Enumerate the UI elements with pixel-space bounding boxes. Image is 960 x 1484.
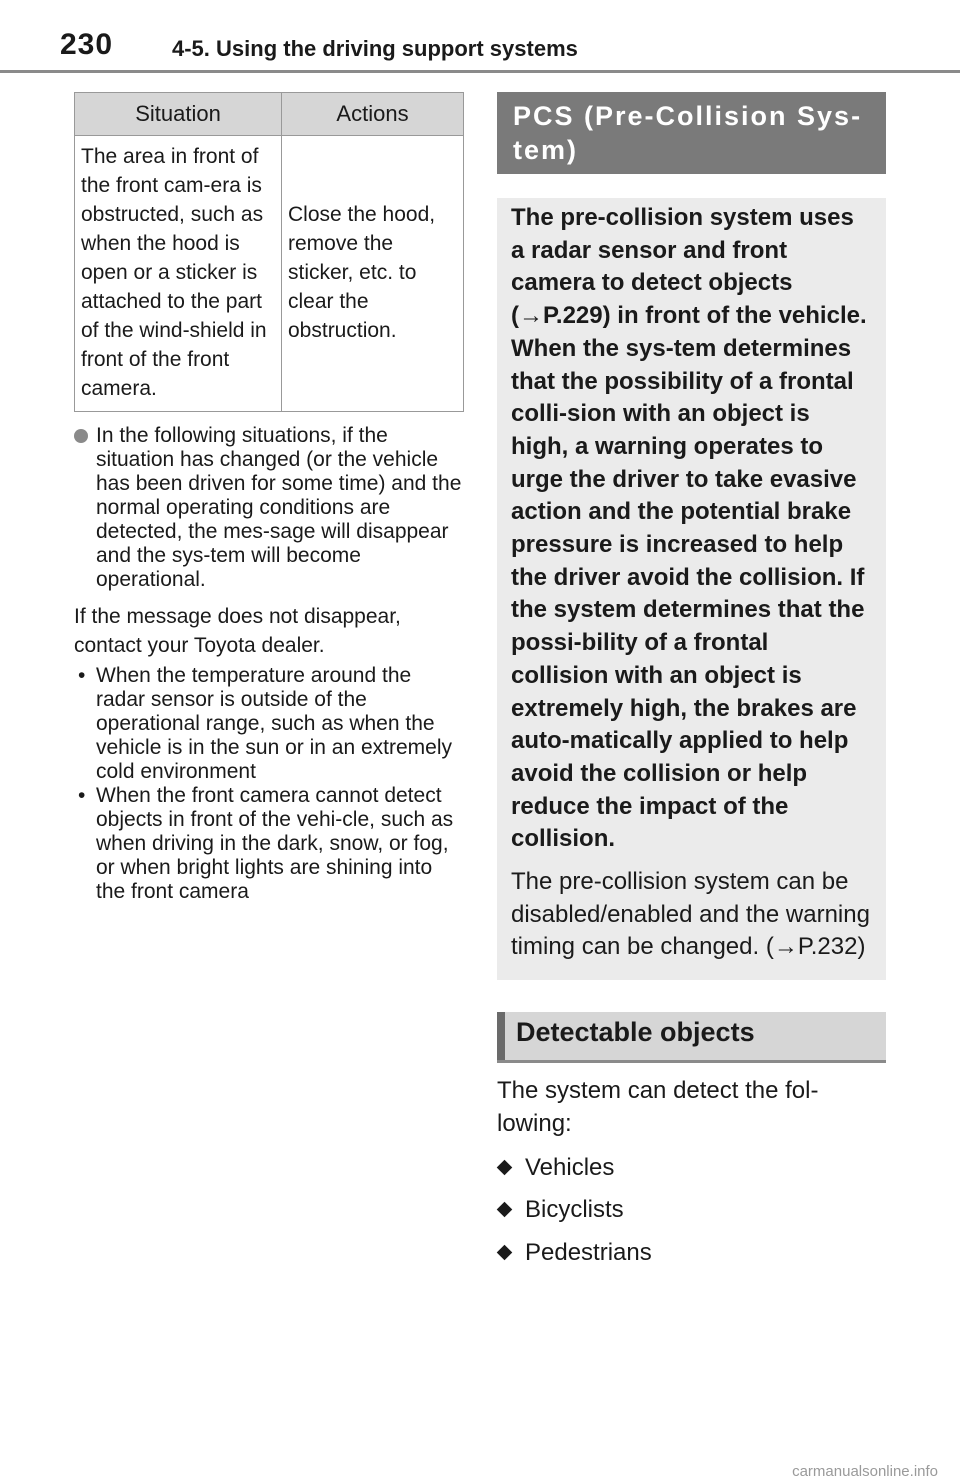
table-row [75,136,464,412]
table-header-situation: Situation [75,93,282,136]
detectable-intro: The system can detect the fol-lowing: [497,1077,819,1137]
table-header-row [75,93,464,136]
left-column [74,92,464,904]
section-title: 4-5. Using the driving support systems [172,36,578,61]
bullet-icon: • [78,664,86,687]
list-item [74,784,464,904]
list-item-text: When the front camera cannot detect objects in front of the vehi-cle, such as when driving in the dark, snow, or fog, or when bright lights are shining into the front camera [96,784,454,903]
page-header [0,0,960,76]
note-bullet-text: In the following situations, if the situation has changed (or the vehicle has been driven for some time) and the normal operating conditions are detected, the mes-sage will disappear and the sys-tem will become operational. [96,424,462,591]
list-item-text: Vehicles [525,1153,615,1181]
table-cell-actions: Close the hood, remove the sticker, etc. to clear the obstruction. [282,136,464,412]
pcs-bold-text: The pre-collision system uses a radar sensor and front camera to detect objects (→P.229) in front of the vehicle. When the sys-tem determines that the possibility of a frontal colli-sion with an object is high, a warning operates to urge the driver to take evasive action and the potential brake pressure is increased to help the driver avoid the collision. If the system determines that the possi-bility of a frontal collision with an object is extremely high, the brakes are auto-matically applied to help avoid the collision or help reduce the impact of the collision. [511,204,867,853]
bullet-dot-icon [74,429,88,443]
detectable-list [497,1147,886,1275]
situation-actions-table [74,92,464,412]
dealer-paragraph: If the message does not disappear, contact your Toyota dealer. [74,605,401,657]
diamond-bullet-icon [497,1244,513,1260]
list-item [497,1189,886,1232]
heading-bar [497,1012,505,1060]
table-header-actions: Actions [282,93,464,136]
diamond-bullet-icon [497,1159,513,1175]
diamond-bullet-icon [497,1202,513,1218]
table-cell-situation: The area in front of the front cam-era is obstructed, such as when the hood is open or a sticker is attached to the part of the wind-shield in front of the front camera. [75,136,282,412]
list-item-text: When the temperature around the radar sensor is outside of the operational range, such as when the vehicle is in the sun or in an extremely cold environment [96,664,453,783]
situation-list [74,664,464,904]
bullet-icon: • [78,784,86,807]
list-item-text: Bicyclists [525,1196,624,1224]
detectable-objects-title: Detectable objects [516,1017,755,1048]
watermark: carmanualsonline.info [792,1463,938,1480]
detectable-objects-heading [497,1012,886,1063]
pcs-heading: PCS (Pre-Collision Sys-tem) [497,92,886,174]
page-number: 230 [60,28,114,61]
header-rule [0,70,960,73]
right-column [497,92,886,1274]
pcs-normal-text: The pre-collision system can be disabled/enabled and the warning timing can be changed. (→P.232) [511,868,870,961]
list-item [497,1147,886,1190]
list-item-text: Pedestrians [525,1238,652,1266]
list-item [497,1232,886,1275]
list-item [74,664,464,784]
note-bullet [74,424,464,592]
pcs-description-box [497,198,886,980]
